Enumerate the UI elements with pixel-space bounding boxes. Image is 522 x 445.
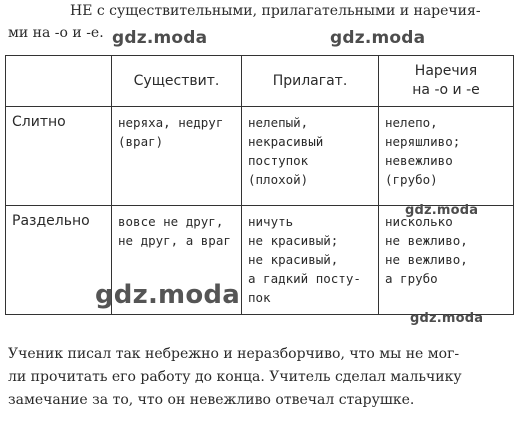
table-cell: нелепо, неряшливо; невежливо (грубо) xyxy=(379,107,514,206)
table-cell: вовсе не друг, не друг, а враг xyxy=(112,206,242,315)
header-adjectives: Прилагат. xyxy=(242,56,379,107)
table-row xyxy=(6,107,514,206)
table-row xyxy=(6,206,514,315)
watermark: gdz.moda xyxy=(330,28,426,48)
row-label: Слитно xyxy=(6,107,112,206)
exercise-line-2: ли прочитать его работу до конца. Учитель сделал мальчику xyxy=(8,369,462,385)
exercise-text xyxy=(8,343,518,412)
row-label: Раздельно xyxy=(6,206,112,315)
header-adverbs: Наречия на -о и -е xyxy=(379,56,514,107)
table-cell: неряха, недруг (враг) xyxy=(112,107,242,206)
table-header-row xyxy=(6,56,514,107)
exercise-line-1: Ученик писал так небрежно и неразборчиво, что мы не мог- xyxy=(8,346,460,362)
header-nouns: Существит. xyxy=(112,56,242,107)
watermark: gdz.moda xyxy=(95,280,240,310)
watermark: gdz.moda xyxy=(405,203,479,218)
watermark: gdz.moda xyxy=(410,311,484,326)
intro-line-2: ми на -о и -е. xyxy=(8,25,104,41)
exercise-line-3: замечание за то, что он невежливо отвечал старушке. xyxy=(8,392,415,408)
header-corner xyxy=(6,56,112,107)
table-cell: ничуть не красивый; не красивый, а гадкий посту- пок xyxy=(242,206,379,315)
spelling-rules-table xyxy=(5,55,514,315)
intro-line-1: НЕ с существительными, прилагательными и наречия- xyxy=(70,3,481,19)
table-cell: нисколько не вежливо, не вежливо, а грубо xyxy=(379,206,514,315)
watermark: gdz.moda xyxy=(112,28,208,48)
table-cell: нелепый, некрасивый поступок (плохой) xyxy=(242,107,379,206)
